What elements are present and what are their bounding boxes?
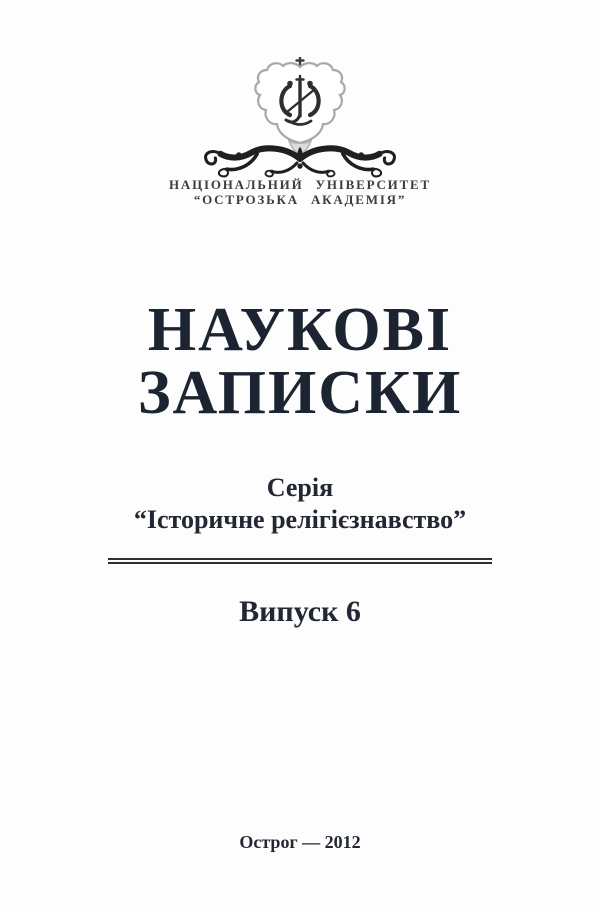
series-label: Серія xyxy=(266,473,334,502)
issue-label: Випуск 6 xyxy=(239,595,361,628)
university-name xyxy=(0,177,600,207)
double-rule xyxy=(108,558,492,564)
series-name: “Історичне релігієзнавство” xyxy=(133,505,467,534)
university-name-line1: НАЦІОНАЛЬНИЙ УНІВЕРСИТЕТ xyxy=(168,177,431,192)
title-line2: ЗАПИСКИ xyxy=(137,359,463,427)
flourish-icon xyxy=(198,144,402,180)
university-emblem xyxy=(243,56,357,156)
coat-of-arms-icon xyxy=(243,56,357,156)
ornament-flourish xyxy=(198,144,402,180)
imprint-place-year: Острог — 2012 xyxy=(239,832,361,852)
title-line1: НАУКОВІ xyxy=(147,296,453,364)
series-block xyxy=(0,472,600,536)
university-name-line2: “ОСТРОЗЬКА АКАДЕМІЯ” xyxy=(193,192,407,207)
page-title xyxy=(0,296,600,427)
